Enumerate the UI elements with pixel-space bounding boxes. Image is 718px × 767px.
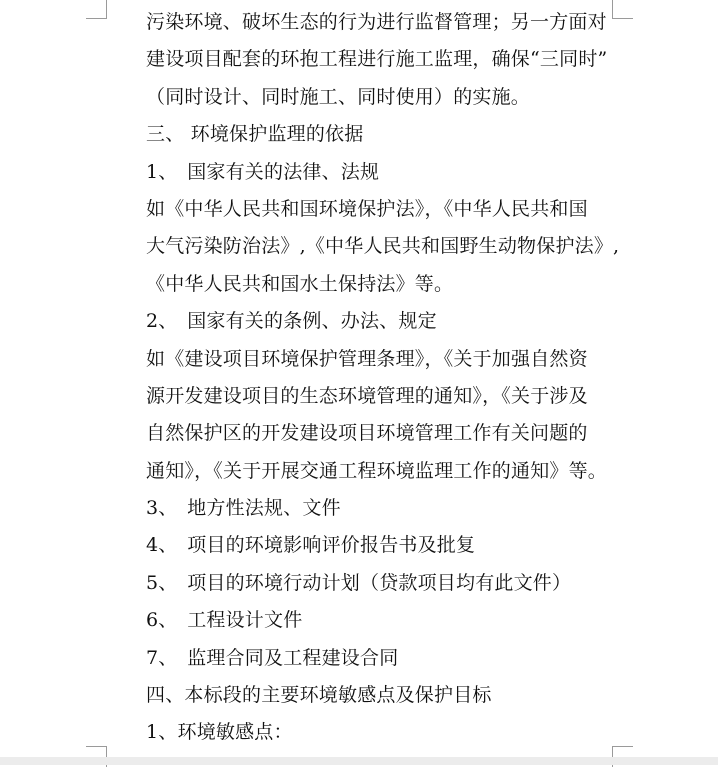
paragraph-line: 如《中华人民共和国环境保护法》，《中华人民共和国 xyxy=(146,197,588,220)
paragraph-line: 如《建设项目环境保护管理条理》，《关于加强自然资 xyxy=(146,347,588,370)
list-item-heading: 1、环境敏感点： xyxy=(146,721,293,744)
section-heading: 四、本标段的主要环境敏感点及保护目标 xyxy=(146,684,492,707)
list-item-heading: 6、 工程设计文件 xyxy=(146,609,303,632)
document-body xyxy=(146,4,620,752)
paragraph-line: 污染环境、破坏生态的行为进行监督管理；另一方面对 xyxy=(146,11,607,33)
paragraph-line: 大气污染防治法》,《中华人民共和国野生动物保护法》, xyxy=(146,235,620,258)
crop-mark-top-left xyxy=(86,0,107,19)
section-heading: 三、 环境保护监理的依据 xyxy=(146,123,364,146)
list-item-heading: 1、 国家有关的法律、法规 xyxy=(146,160,380,183)
paragraph-line: 《中华人民共和国水土保持法》等。 xyxy=(146,272,454,295)
paragraph-line: 自然保护区的开发建设项目环境管理工作有关问题的 xyxy=(146,422,588,445)
list-item-heading: 3、 地方性法规、文件 xyxy=(146,497,341,520)
list-item-heading: 2、 国家有关的条例、办法、规定 xyxy=(146,310,437,333)
paragraph-line: 建设项目配套的环抱工程进行施工监理，确保“三同时” xyxy=(146,48,608,71)
paragraph-line: （同时设计、同时施工、同时使用）的实施。 xyxy=(146,85,531,108)
list-item-heading: 4、 项目的环境影响评价报告书及批复 xyxy=(146,534,476,557)
list-item-heading: 7、 监理合同及工程建设合同 xyxy=(146,646,399,669)
paragraph-line: 通知》，《关于开展交通工程环境监理工作的通知》等。 xyxy=(146,459,608,482)
page-bottom-edge xyxy=(0,757,718,765)
paragraph-line: 源开发建设项目的生态环境管理的通知》，《关于涉及 xyxy=(146,384,588,407)
list-item-heading: 5、 项目的环境行动计划（贷款项目均有此文件） xyxy=(146,571,572,594)
